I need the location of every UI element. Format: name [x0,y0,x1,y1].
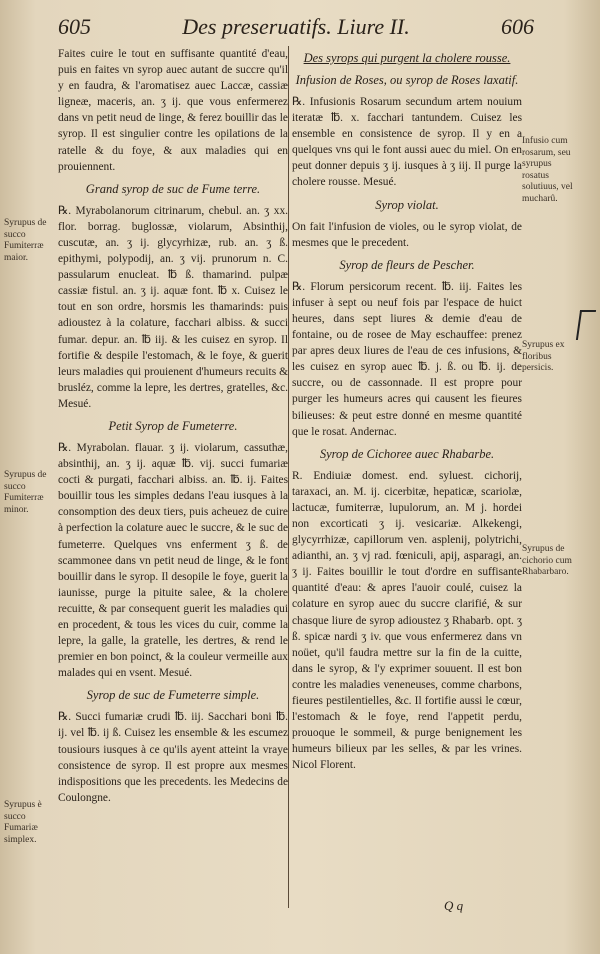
chapter-title: Des syrops qui purgent la cholere rousse. [303,51,511,65]
margin-note: Syrupus de cichorio cum Rhabarbaro. [522,544,572,577]
catchword: Q q [444,898,464,913]
right-column [292,50,522,776]
left-column [58,46,288,809]
intro-paragraph: Faites cuire le tout en suffisante quantité d'eau, puis en faites vn syrop auec autant de succre qu'il y en faudra, & l'aromatisez auec Laccæ, cassiæ ligneæ, maceris, an. ʒ ij. que vous enfermerez dans vn petit neud de linge, & ferez bouillir das le syrop. Il est singulier contre les opilations de la ratelle & du foye, & aux maladies qui en prouiennent. [58,48,288,173]
section-text: ℞. Succi fumariæ crudi ℔. iij. Sacchari boni ℔. ij. vel ℔. ij ß. Cuisez les ensemble & les escumez tousiours iusques à ce qu'ils ayent atteint la vraye consistence de syrop. Il est propre aux mesmes indispositions que les precedents. les Medecins de Coulongne. [58,711,288,804]
section-text: R. Endiuiæ domest. end. syluest. cichorij, taraxaci, an. M. ij. cicerbitæ, hepaticæ, scariolæ, lactucæ, fumiterræ, lupulorum, an. M j. hordei non excorticati ʒ ij. vesicariæ. Alkekengi, glycyrrhizæ, capillorum ven. asplenij, polytrichi, adianthi, an. ʒ vj rad. fœniculi, apij, asparagi, an. ʒ ij. Faites bouillir le tout d'ordre en suffisante quantité d'eau: & apres l'auoir coulé, cuisez la colature en syrop auec du succre clarifié, & sur chasque liure de syrop adioustez ʒ Rhabarb. opt. ʒ ß. spicæ nardi ʒ iv. que vous enfermerez dans vn noüet, qu'il faudra mettre sur la fin de la cuitte, dans le syrop, & l'y exprimer souuent. Il est bon contre les maladies veneneuses, comme charbons, fieures pestilentielles, &c. Il fortifie aussi le cœur, l'estomach & le foye, rend l'appetit perdu, prouoque le sommeil, & purge benignement les humeurs bilieux par les selles, & par les vrines. Nicol Florent. [292,469,522,772]
section-heading: Infusion de Roses, ou syrop de Roses laxatif. [295,73,519,87]
margin-note: Syrupus de succo Fumiterræ minor. [4,470,47,515]
margin-note: Syrupus ex floribus persicis. [522,340,565,373]
running-head: Des preseruatifs. Liure II. [182,14,410,39]
column-divider [288,46,289,908]
bracket-mark [576,310,596,340]
section-text: ℞. Myrabolan. flauar. ʒ ij. violarum, cassuthæ, absinthij, an. ʒ ij. aquæ ℔. vij. succi fumariæ cocti & purgati, facchari albiss. an. ℔. ij. Faites bouillir tous les simples dedans l'eau iusques à la consomption des deux tiers, puis acheuez de cuire à perfection la colature auec le succre, & le suc de fumeterre. Quelques vns enferment ʒ ß. de scammonee dans vn petit neud de linge, & le font bouillir dans le syrop. Il desopile le foye, guerit la iaunisse, purge la pituite salee, & la cholere recuitte, & par consequent guerit les maladies qui en procedent, & tous les vices du cuir, comme la lepre, la galle, la gratelle, les dertres, & rend le premier en bon poinct, & la couleur vermeille aux malades qui en vsent. Mesué. [58,441,288,680]
margin-note: Syrupus de succo Fumiterræ maior. [4,218,47,263]
section-text: ℞. Myrabolanorum citrinarum, chebul. an. ʒ xx. flor. borrag. buglossæ, violarum, Absinthij, cuscutæ, an. ʒ ij. glycyrhizæ, rub. an. ʒ ß. epithymi, polypodij, an. ʒ vij. prunorum n. C. passularum enucleat. ℔ ß. thamarind. pulpæ cassiæ fistul. an. ʒ ij. aquæ font. ℔ x. Cuisez le tout en son ordre, horsmis les thamarinds: puis adioustez à la colature, facchari albiss. & succi fumar. depur. an. ℔ iij. & les cuisez en syrop. Il fortifie & despile l'estomach, & le foye, & guerit leurs maladies qui prouienent d'humeurs recuits & brusléz, comme la lepre, les dertres, gratelles, &c. Mesué. [58,204,288,410]
margin-note: Syrupus è succo Fumariæ simplex. [4,800,42,845]
section-text: ℞. Infusionis Rosarum secundum artem nouium iteratæ ℔. x. facchari tantundem. Cuisez les ensemble en consistence de syrop. Il y en a quelques vns qui le font aussi auec du miel. On en peut donner depuis ʒ ij. iusques à ʒ iij. Il purge la cholere rousse. Mesué. [292,96,522,189]
page-number-right: 606 [501,14,534,39]
page-number-left: 605 [58,14,91,39]
section-heading: Syrop de suc de Fumeterre simple. [86,688,260,703]
section-heading: Syrop de Cichoree auec Rhabarbe. [319,446,495,461]
section-heading: Petit Syrop de Fumeterre. [108,418,238,433]
section-text: On fait l'infusion de violes, ou le syrop violat, de mesmes que le precedent. [292,220,522,249]
section-heading: Syrop violat. [375,197,439,212]
section-heading: Syrop de fleurs de Pescher. [339,257,475,272]
page-header [58,14,534,40]
section-text: ℞. Florum persicorum recent. ℔. iij. Faites les infuser à sept ou neuf fois par l'espace de huict heures, dans sept liures & demie d'eau de fontaine, ou de rosee de May eschauffee: prenez par apres deux liures de l'eau de ces infusions, & les cuisez en syrop auec ℔. j. ß. ou ℔. ij. de succre, ou de cassonnade. Il est propre pour purger les humeurs acres qui causent les fieures bilieuses: & peut estre donné en mesme quantité que le rosat. Andernac. [292,280,522,438]
margin-note: Infusio cum rosarum, seu syrupus rosatus solutiuus, vel mucharû. [522,136,573,204]
section-heading: Grand syrop de suc de Fume terre. [85,181,261,196]
